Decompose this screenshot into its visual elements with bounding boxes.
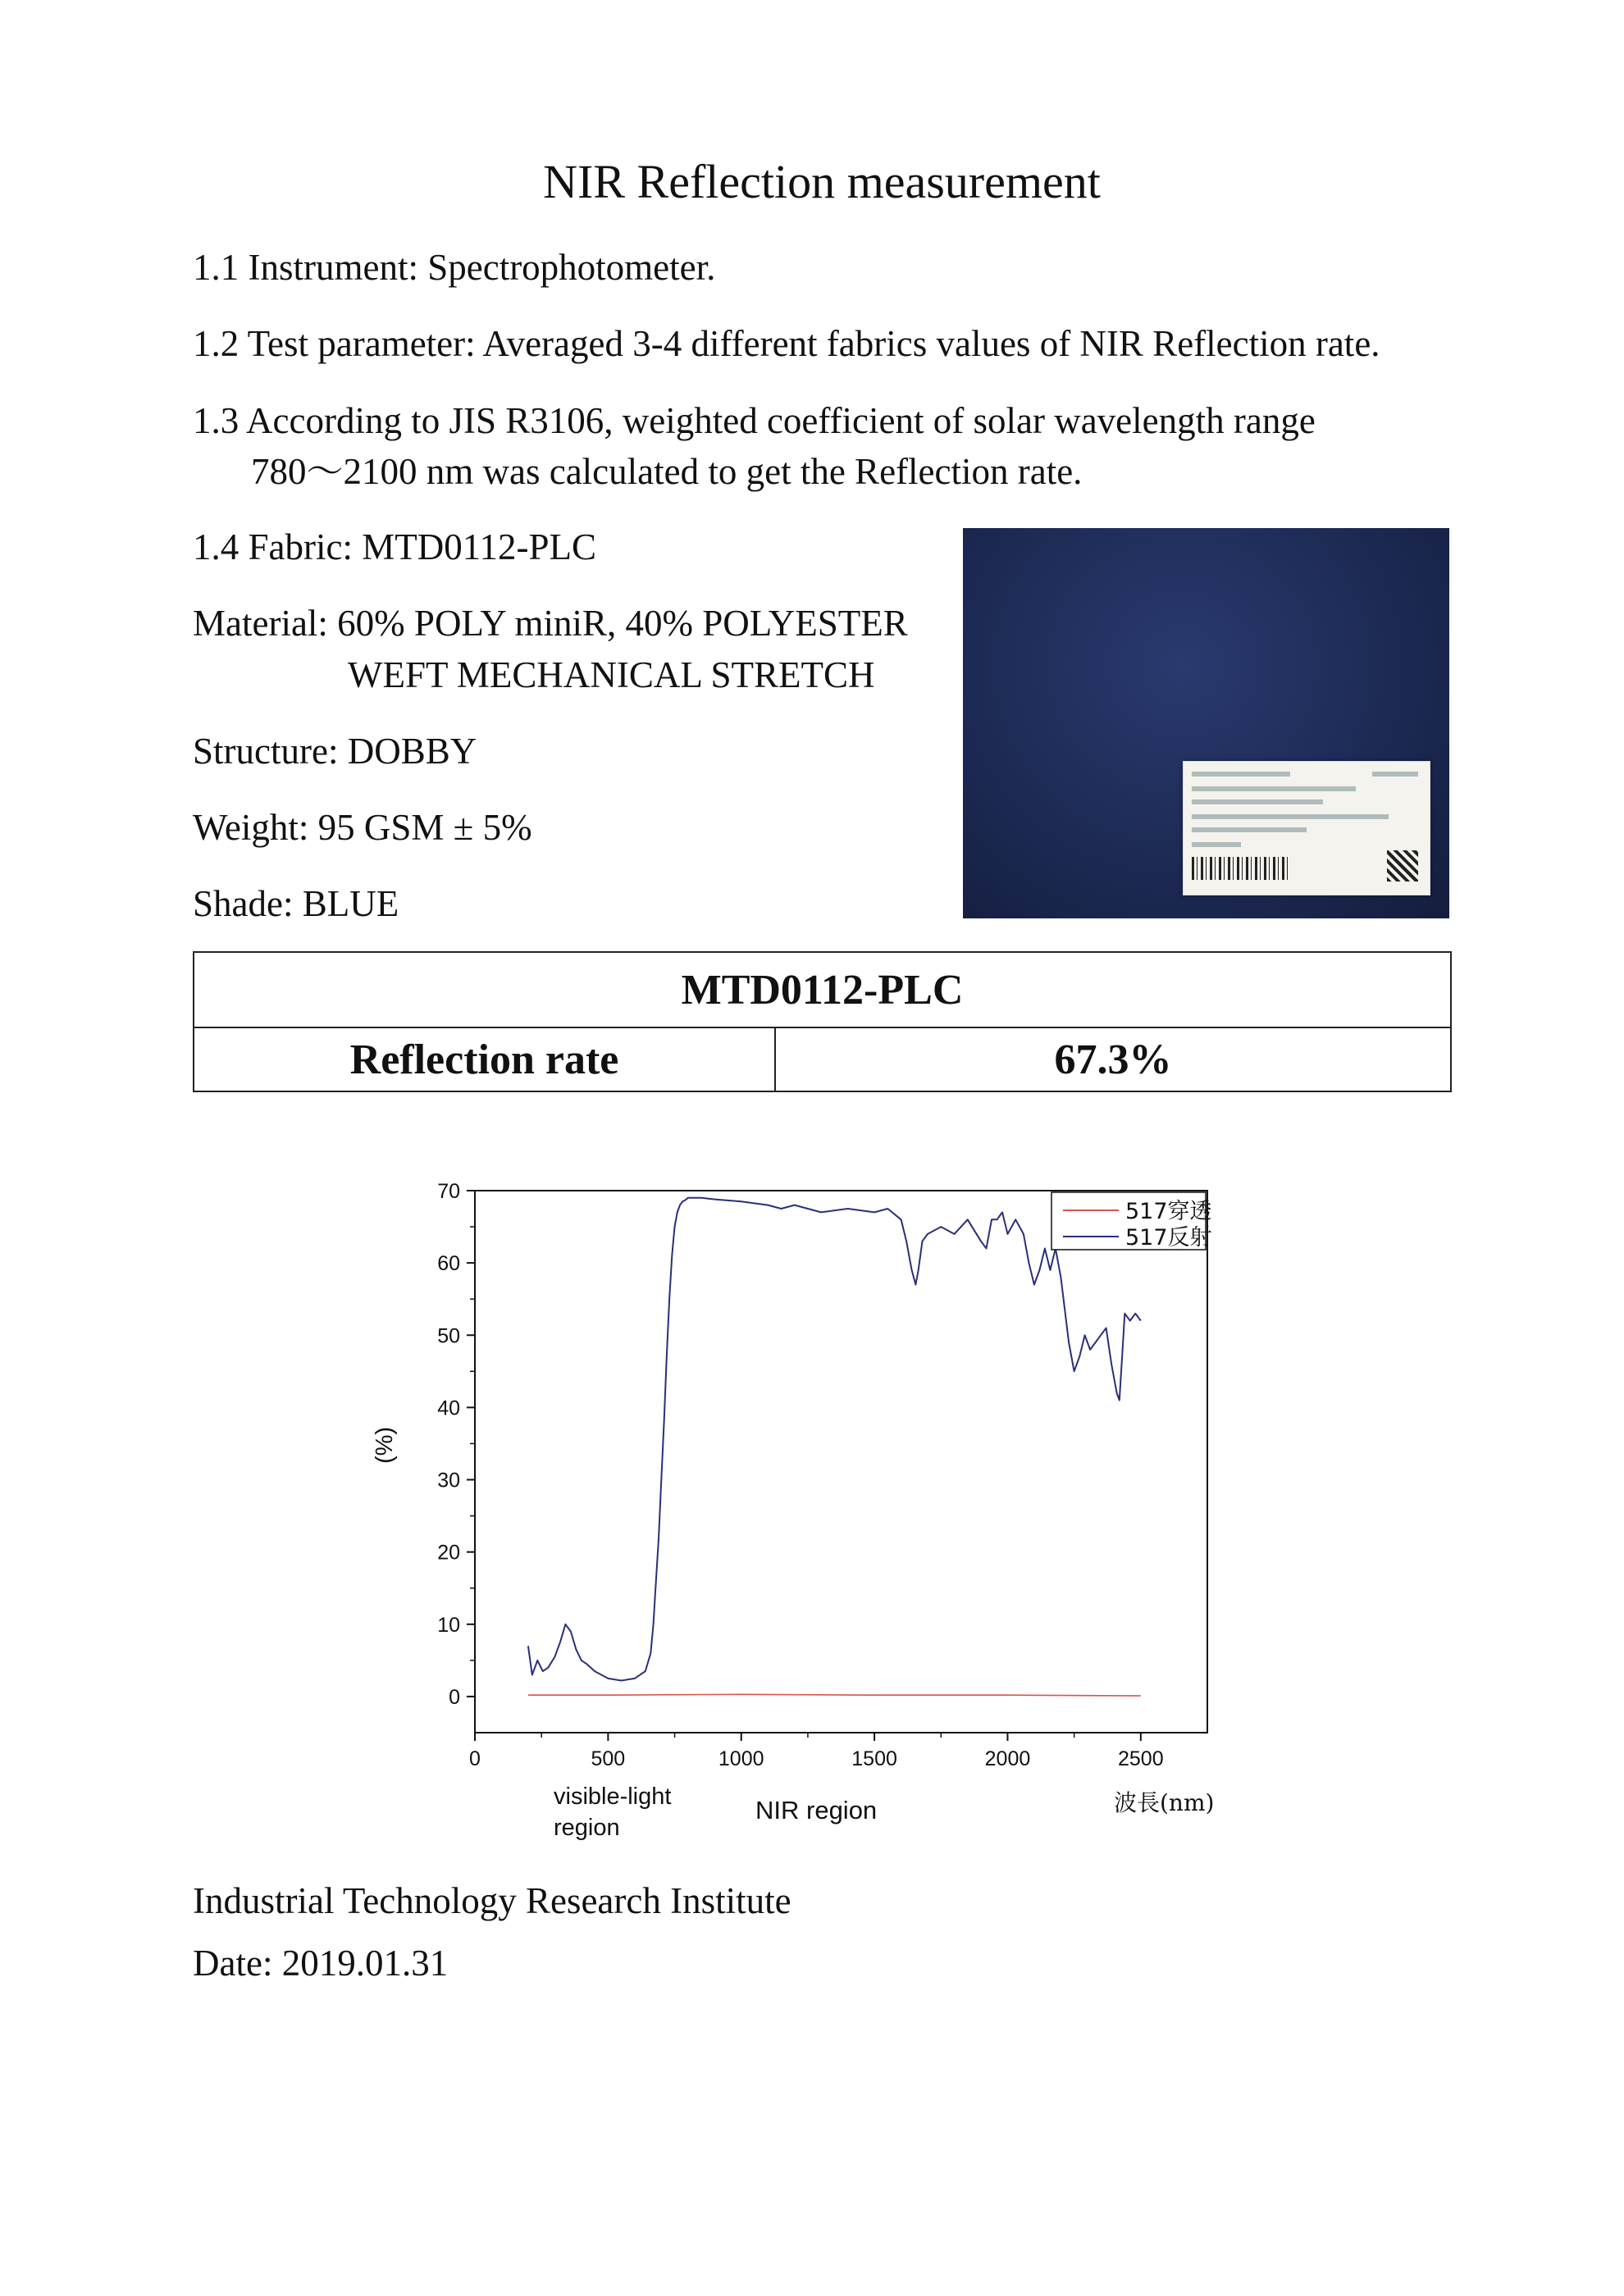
material-line-2: WEFT MECHANICAL STRETCH (348, 654, 875, 695)
x-tick-label: 2500 (1118, 1747, 1164, 1770)
y-tick-label: 10 (437, 1613, 460, 1637)
instrument-line: 1.1 Instrument: Spectrophotometer. (193, 247, 716, 288)
y-tick-label: 40 (437, 1396, 460, 1420)
x-tick-label: 1500 (851, 1747, 897, 1770)
x-axis-label: 波長(nm) (1114, 1789, 1215, 1816)
shade-line: Shade: BLUE (193, 883, 399, 924)
reflection-rate-value: 67.3% (775, 1027, 1451, 1091)
x-tick-label: 500 (591, 1747, 626, 1770)
plot-frame (475, 1191, 1207, 1733)
standard-line-1: 1.3 According to JIS R3106, weighted coefficient of solar wavelength range (193, 400, 1316, 441)
x-tick-label: 0 (469, 1747, 481, 1770)
x-tick-label: 2000 (984, 1747, 1031, 1770)
barcode (1192, 857, 1290, 880)
nir-region-label: NIR region (755, 1796, 878, 1824)
reflection-rate-label: Reflection rate (194, 1027, 775, 1091)
material-line-1: Material: 60% POLY miniR, 40% POLYESTER (193, 603, 908, 644)
qr-code (1387, 850, 1418, 882)
institute-name: Industrial Technology Research Institute (193, 1880, 791, 1921)
y-tick-label: 50 (437, 1324, 460, 1348)
page-title: NIR Reflection measurement (543, 155, 1101, 208)
result-table (193, 951, 1452, 1092)
y-tick-label: 60 (437, 1252, 460, 1276)
visible-light-label-line1: visible-light (554, 1784, 672, 1810)
report-date: Date: 2019.01.31 (193, 1943, 449, 1984)
y-tick-label: 0 (449, 1685, 460, 1709)
fabric-photo (963, 528, 1449, 918)
y-axis-label: (%) (372, 1426, 398, 1465)
legend-label: 517反射 (1125, 1225, 1212, 1250)
fabric-code-header: MTD0112-PLC (194, 952, 1451, 1027)
y-tick-label: 30 (437, 1469, 460, 1492)
test-parameter-line: 1.2 Test parameter: Averaged 3-4 different fabrics values of NIR Reflection rate. (193, 323, 1380, 364)
structure-line: Structure: DOBBY (193, 731, 477, 772)
visible-light-label-line2: region (554, 1815, 620, 1841)
y-tick-label: 20 (437, 1541, 460, 1565)
reflection-chart (344, 1156, 1263, 1861)
standard-line-2: 780～2100 nm was calculated to get the Reflection rate. (251, 451, 1083, 492)
y-tick-label: 70 (437, 1180, 460, 1203)
x-tick-label: 1000 (718, 1747, 764, 1770)
series-line-1 (528, 1694, 1141, 1696)
weight-line: Weight: 95 GSM ± 5% (193, 807, 532, 848)
legend-label: 517穿透 (1125, 1199, 1212, 1224)
fabric-tag (1183, 761, 1430, 895)
fabric-line: 1.4 Fabric: MTD0112-PLC (193, 526, 597, 567)
series-line-2 (528, 1198, 1141, 1681)
